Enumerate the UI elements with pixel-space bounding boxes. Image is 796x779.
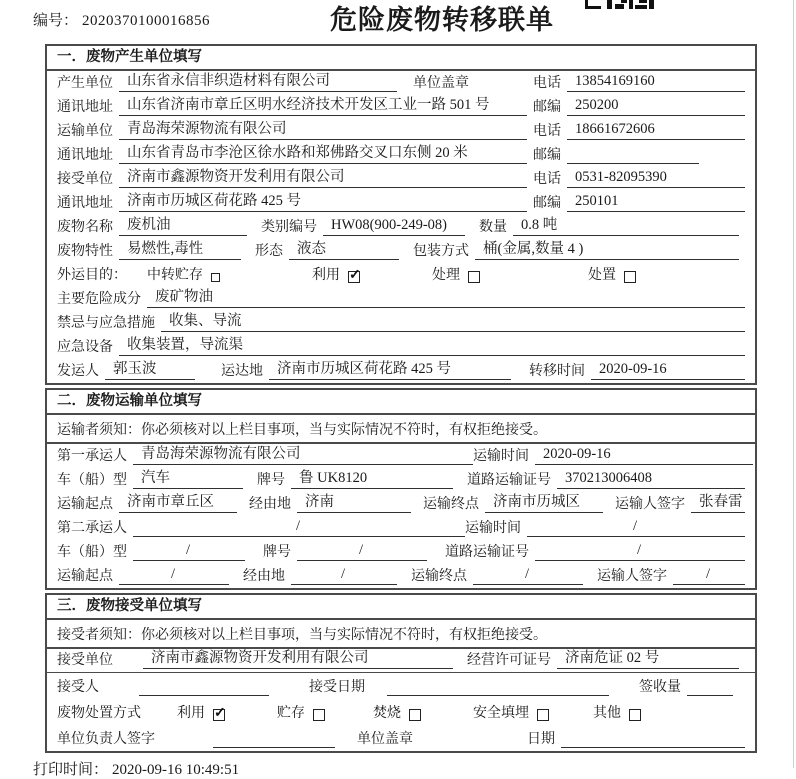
field-value: 2020-09-16 [535, 446, 753, 465]
option-label: 处理 [432, 268, 460, 283]
field-label: 邮编 [533, 148, 561, 163]
field-label: 接受人 [57, 680, 99, 695]
form-row [47, 95, 755, 119]
checkbox-icon [211, 273, 220, 282]
field-value: / [291, 566, 397, 585]
checkbox-option [432, 264, 480, 284]
checkbox-option [593, 702, 641, 722]
field-label: 废物处置方式 [57, 706, 141, 721]
field-value: 桶(金属,数量 4 ) [475, 237, 739, 260]
field-value: 济南市历城区荷花路 425 号 [269, 357, 511, 380]
field-value: HW08(900-249-08) [323, 217, 465, 236]
field-value [139, 694, 269, 696]
field-label: 车（船）型 [57, 545, 127, 560]
right-field [533, 96, 745, 116]
field-label: 通讯地址 [57, 148, 113, 163]
option-label: 利用 [177, 706, 205, 721]
form-row [47, 191, 755, 215]
notice-row [47, 620, 755, 649]
field-value: 废机油 [119, 213, 247, 236]
field-label: 运输人签字 [597, 569, 667, 584]
field-value: 济南市鑫源物资开发利用有限公司 [119, 165, 527, 188]
notice-text: 接受者须知：你必须核对以上栏目事项，当与实际情况不符时，有权拒绝接受。 [57, 627, 547, 643]
checkbox-icon [348, 271, 360, 283]
field-value: 2020-09-16 [591, 361, 745, 380]
field-value: 18661672606 [567, 121, 745, 140]
field-value: 青岛海荣源物流有限公司 [133, 442, 473, 465]
serial-label: 编号： [33, 13, 79, 29]
field-label: 单位负责人签字 [57, 732, 155, 747]
field-value [561, 746, 745, 748]
form-row [47, 335, 755, 359]
right-field [533, 144, 745, 164]
field-label: 主要危险成分 [57, 292, 141, 307]
field-value: 250101 [567, 193, 745, 212]
field-label: 单位盖章 [413, 76, 469, 91]
form-row-checkboxes [47, 699, 755, 725]
checkbox-option [588, 264, 636, 284]
notice-row [47, 415, 755, 444]
section-transporter-title: 二．废物运输单位填写 [47, 390, 755, 415]
form-row [47, 649, 755, 673]
field-value: 青岛海荣源物流有限公司 [119, 117, 527, 140]
form-row [47, 287, 755, 311]
form-row [47, 143, 755, 167]
field-value: 济南市章丘区 [119, 490, 237, 513]
field-value: 370213006408 [557, 470, 745, 489]
field-value [567, 162, 699, 164]
notice-text: 运输者须知：你必须核对以上栏目事项，当与实际情况不符时，有权拒绝接受。 [57, 422, 547, 438]
field-label: 形态 [255, 244, 283, 259]
page-edge-line [793, 0, 794, 768]
field-value: 济南市历城区 [485, 490, 603, 513]
right-field [533, 120, 745, 140]
field-label: 签收量 [639, 680, 681, 695]
field-label: 第二承运人 [57, 521, 127, 536]
checkbox-icon [537, 709, 549, 721]
checkbox-option [373, 702, 421, 722]
field-value: 济南市历城区荷花路 425 号 [119, 189, 527, 212]
form-row [47, 673, 755, 699]
field-value: 收集、导流 [161, 309, 745, 332]
right-field [465, 517, 745, 537]
checkbox-option [312, 264, 360, 284]
field-value: 收集装置，导流渠 [119, 333, 745, 356]
checkbox-icon [624, 271, 636, 283]
field-value: 郭玉波 [105, 357, 195, 380]
field-label: 通讯地址 [57, 100, 113, 115]
field-label: 禁忌与应急措施 [57, 316, 155, 331]
field-value: 汽车 [133, 466, 243, 489]
checkbox-option [473, 702, 549, 722]
field-value: 鲁 UK8120 [291, 466, 453, 489]
form-row [47, 516, 755, 540]
form-row [47, 167, 755, 191]
field-value: 易燃性,毒性 [119, 237, 241, 260]
form-row [47, 215, 755, 239]
field-value: 山东省青岛市李沧区徐水路和郑佛路交叉口东侧 20 米 [119, 141, 527, 164]
right-field [533, 192, 745, 212]
field-label: 道路运输证号 [445, 545, 529, 560]
option-label: 中转贮存 [147, 268, 203, 283]
field-label: 接受单位 [57, 653, 113, 668]
form-row [47, 71, 755, 95]
field-label: 运达地 [221, 364, 263, 379]
field-label: 类别编号 [261, 220, 317, 235]
field-label: 运输时间 [473, 449, 529, 464]
qr-code-fragment [585, 0, 655, 13]
field-label: 经由地 [243, 569, 285, 584]
checkbox-option [147, 264, 220, 284]
option-label: 处置 [588, 268, 616, 283]
field-label: 邮编 [533, 196, 561, 211]
field-value: / [119, 566, 229, 585]
field-value: 液态 [289, 237, 399, 260]
checkbox-icon [468, 271, 480, 283]
right-field [533, 168, 745, 188]
field-label: 电话 [533, 124, 561, 139]
option-label: 安全填埋 [473, 706, 529, 721]
field-label: 转移时间 [529, 364, 585, 379]
form-row [47, 311, 755, 335]
form-row [47, 239, 755, 263]
field-label: 单位盖章 [357, 732, 413, 747]
field-value [687, 694, 733, 696]
field-value: 山东省永信非织造材料有限公司 [119, 69, 397, 92]
field-value: 0531-82095390 [567, 169, 745, 188]
form-row [47, 540, 755, 564]
document-header [0, 0, 796, 44]
field-label: 车（船）型 [57, 473, 127, 488]
field-label: 运输终点 [411, 569, 467, 584]
field-value: / [673, 566, 745, 585]
field-value: 250200 [567, 97, 745, 116]
form-row [47, 492, 755, 516]
section-receiver [45, 593, 757, 753]
field-value: 张春雷 [691, 490, 745, 513]
section-transporter [45, 388, 757, 590]
field-label: 通讯地址 [57, 196, 113, 211]
field-label: 发运人 [57, 364, 99, 379]
field-value: 济南 [297, 490, 411, 513]
option-label: 贮存 [277, 706, 305, 721]
form-row [47, 725, 755, 751]
field-value: / [527, 518, 745, 537]
checkbox-icon [409, 709, 421, 721]
section-producer-title: 一．废物产生单位填写 [47, 46, 755, 71]
checkbox-icon [213, 709, 225, 721]
field-label: 接受单位 [57, 172, 113, 187]
form-row [47, 444, 755, 468]
section-receiver-title: 三．废物接受单位填写 [47, 595, 755, 620]
print-time-value: 2020-09-16 10:49:51 [112, 762, 240, 778]
field-value: / [297, 542, 427, 561]
field-label: 运输起点 [57, 569, 113, 584]
field-value: 0.8 吨 [513, 213, 739, 236]
field-value: 济南危证 02 号 [557, 646, 739, 669]
form-row [47, 468, 755, 492]
form-row [47, 564, 755, 588]
option-label: 利用 [312, 268, 340, 283]
form-row [47, 119, 755, 143]
field-label: 应急设备 [57, 340, 113, 355]
field-label: 经营许可证号 [467, 653, 551, 668]
right-field [533, 72, 745, 92]
field-label: 电话 [533, 76, 561, 91]
form-row-checkboxes [47, 263, 755, 287]
field-label: 运输起点 [57, 497, 113, 512]
field-value [387, 694, 609, 696]
checkbox-icon [313, 709, 325, 721]
field-label: 数量 [479, 220, 507, 235]
field-value: / [473, 566, 583, 585]
field-label: 运输时间 [465, 521, 521, 536]
field-label: 邮编 [533, 100, 561, 115]
field-label: 运输终点 [423, 497, 479, 512]
field-value: / [535, 542, 745, 561]
option-label: 其他 [593, 706, 621, 721]
field-value [213, 746, 335, 748]
field-label: 道路运输证号 [467, 473, 551, 488]
field-value: 13854169160 [567, 73, 745, 92]
field-value: 废矿物油 [147, 285, 745, 308]
section-producer [45, 44, 757, 385]
field-label: 包装方式 [413, 244, 469, 259]
print-time-line [33, 758, 796, 779]
field-value: 济南市鑫源物资开发利用有限公司 [143, 646, 453, 669]
form-row [47, 359, 755, 383]
print-time-label: 打印时间： [33, 762, 109, 778]
document-title: 危险废物转移联单 [330, 5, 554, 35]
field-label: 接受日期 [309, 680, 365, 695]
checkbox-option [277, 702, 325, 722]
field-value: / [133, 518, 465, 537]
field-value: / [133, 542, 245, 561]
field-label: 牌号 [263, 545, 291, 560]
field-label: 运输单位 [57, 124, 113, 139]
field-label: 外运目的： [57, 268, 127, 283]
field-label: 经由地 [249, 497, 291, 512]
field-label: 废物特性 [57, 244, 113, 259]
field-label: 废物名称 [57, 220, 113, 235]
right-field [473, 445, 753, 465]
field-label: 第一承运人 [57, 449, 127, 464]
field-label: 产生单位 [57, 76, 113, 91]
serial-value: 2020370100016856 [82, 13, 211, 29]
field-label: 牌号 [257, 473, 285, 488]
checkbox-option [177, 702, 225, 722]
field-label: 日期 [527, 732, 555, 747]
field-label: 电话 [533, 172, 561, 187]
checkbox-icon [629, 709, 641, 721]
option-label: 焚烧 [373, 706, 401, 721]
field-value: 山东省济南市章丘区明水经济技术开发区工业一路 501 号 [119, 93, 527, 116]
field-label: 运输人签字 [615, 497, 685, 512]
